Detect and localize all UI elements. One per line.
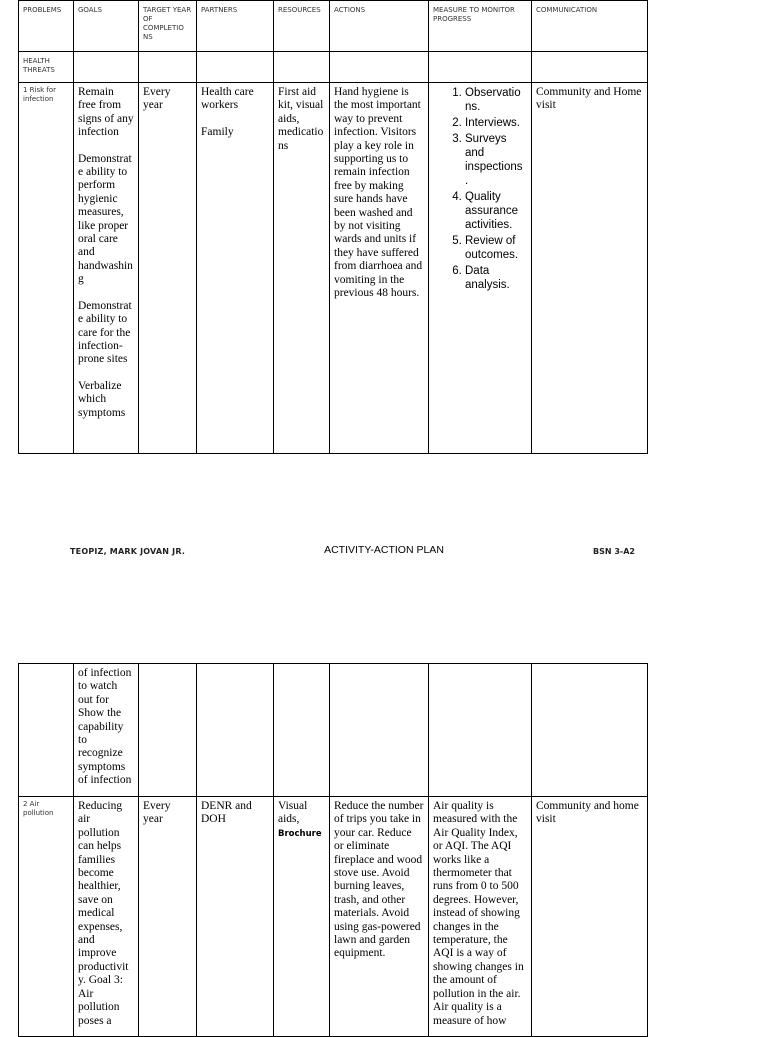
section-label: HEALTH THREATS xyxy=(19,52,74,83)
measure-item: 3. Surveys and inspections . xyxy=(465,132,527,188)
goals-cell: Reducing air pollution can helps families become healthier, save on medical expenses, and improve productivit y. Goal 3: Air pollution poses a xyxy=(74,797,139,1037)
measures-cell xyxy=(429,83,532,454)
document-title: ACTIVITY-ACTION PLAN xyxy=(324,544,444,556)
actions-cell: Reduce the number of trips you take in your car. Reduce or eliminate fireplace and wood stove use. Avoid burning leaves, trash, and other materials. Avoid using gas-powered lawn and garden equipment. xyxy=(330,797,429,1037)
goal-item: Verbalize which symptoms xyxy=(78,379,126,419)
header-actions: ACTIONS xyxy=(330,1,429,52)
header-partners: PARTNERS xyxy=(197,1,274,52)
measures-cell: Air quality is measured with the Air Quality Index, or AQI. The AQI works like a thermometer that runs from 0 to 500 degrees. However, instead of showing changes in the temperature, the AQI is a way of showing changes in the amount of pollution in the air. Air quality is a measure of how xyxy=(429,797,532,1037)
communication-cell: Community and Home visit xyxy=(532,83,648,454)
partners-cell: DENR and DOH xyxy=(197,797,274,1037)
measure-item: 6. Data analysis. xyxy=(465,264,527,292)
actions-cell: Hand hygiene is the most important way to prevent infection. Visitors play a key role in supporting us to remain infection free by making sure hands have been washed and by not visiting wards and units if they have suffered from diarrhoea and vomiting in the previous 48 hours. xyxy=(330,83,429,454)
header-problems: PROBLEMS xyxy=(19,1,74,52)
partner-item: Health care workers xyxy=(201,86,254,112)
resources-cell xyxy=(274,797,330,1037)
header-resources: RESOURCES xyxy=(274,1,330,52)
measure-item: 4. Quality assurance activities. xyxy=(465,190,527,232)
goal-item: Demonstrat e ability to perform hygienic measures, like proper oral care and handwashin g xyxy=(78,152,133,286)
action-plan-table-page1 xyxy=(18,0,648,454)
goal-item: Remain free from signs of any infection xyxy=(78,86,134,139)
header-target-year: TARGET YEAR OF COMPLETIO NS xyxy=(139,1,197,52)
measure-item: 2. Interviews. xyxy=(465,116,527,130)
resources-brochure: Brochure xyxy=(278,828,322,839)
header-communication: COMMUNICATION xyxy=(532,1,648,52)
measure-item: 5. Review of outcomes. xyxy=(465,234,527,262)
page-footer xyxy=(0,544,768,560)
goals-cell xyxy=(74,83,139,454)
table-header-row xyxy=(19,1,648,52)
section-row xyxy=(19,52,648,83)
communication-cell: Community and home visit xyxy=(532,797,648,1037)
measure-item: 1. Observatio ns. xyxy=(465,86,527,114)
goal-item: Demonstrat e ability to care for the infection-prone sites xyxy=(78,299,132,366)
partners-cell xyxy=(197,83,274,454)
header-measure: MEASURE TO MONITOR PROGRESS xyxy=(429,1,532,52)
partner-item: Family xyxy=(201,125,234,138)
target-year-cell: Every year xyxy=(139,83,197,454)
table-row xyxy=(19,664,648,797)
resources-text: Visual aids, xyxy=(278,800,308,826)
header-goals: GOALS xyxy=(74,1,139,52)
table-row xyxy=(19,83,648,454)
measures-list xyxy=(429,86,527,292)
action-plan-table-page2 xyxy=(18,663,648,1037)
target-year-cell: Every year xyxy=(139,797,197,1037)
problem-cell: 1 Risk for infection xyxy=(19,83,74,454)
problem-cell: 2 Air pollution xyxy=(19,797,74,1037)
table-row xyxy=(19,797,648,1037)
resources-cell: First aid kit, visual aids, medicatio ns xyxy=(274,83,330,454)
class-section: BSN 3-A2 xyxy=(593,547,635,556)
author-name: TEOPIZ, MARK JOVAN JR. xyxy=(70,547,186,556)
goals-cell-continued: of infection to watch out for Show the capability to recognize symptoms of infection xyxy=(74,664,139,797)
